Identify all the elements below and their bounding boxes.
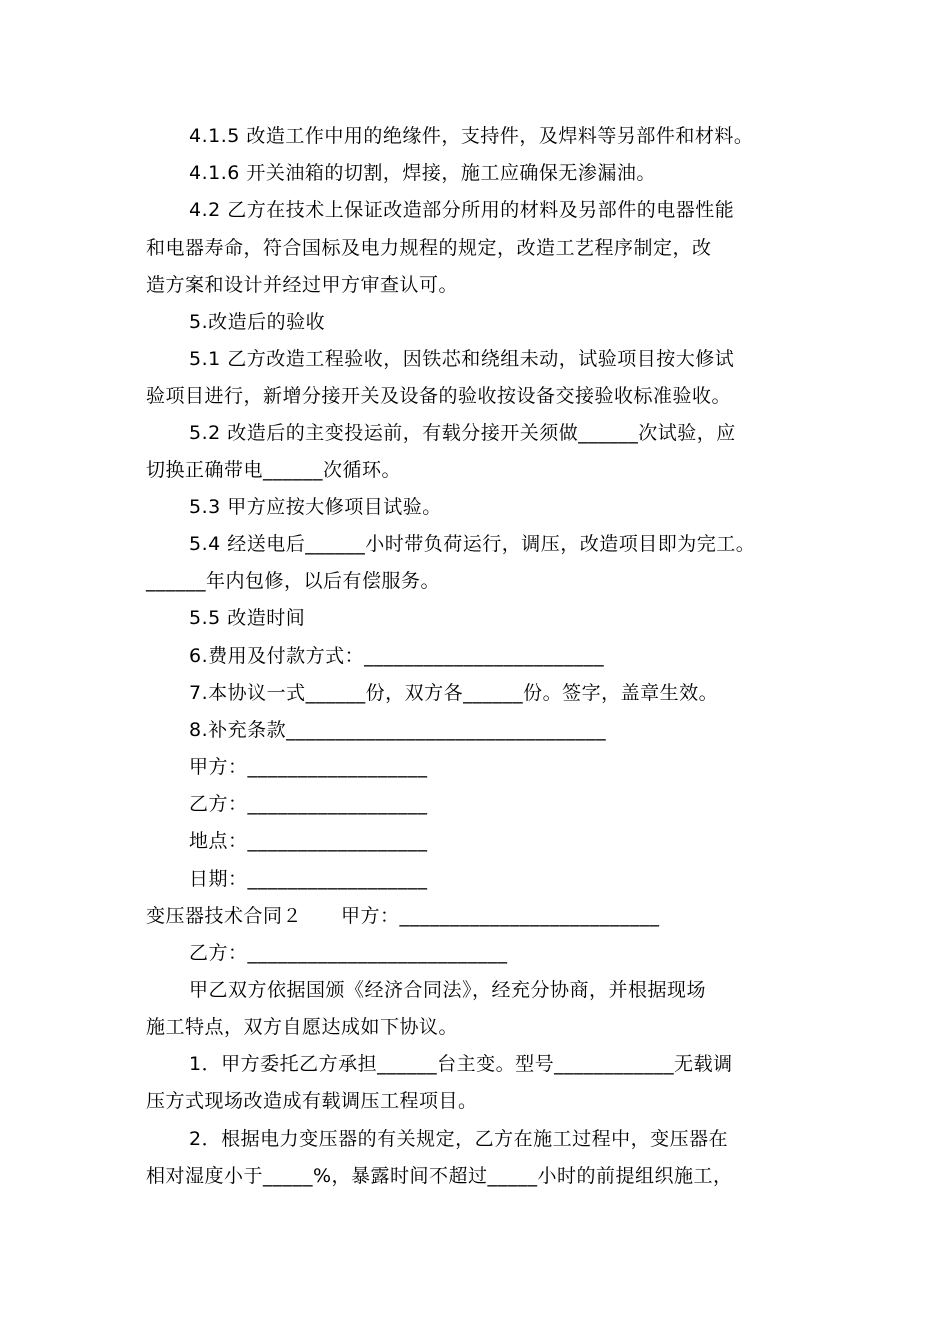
clause-4-2-line-3: 造方案和设计并经过甲方审查认可。 bbox=[146, 274, 459, 296]
clause-4-1-5: 4.1.5 改造工作中用的绝缘件，支持件，及焊料等另部件和材料。 bbox=[189, 125, 754, 147]
clause-5-4-line-2: ______年内包修，以后有偿服务。 bbox=[146, 570, 441, 592]
clause-4-2-line-1: 4.2 乙方在技术上保证改造部分所用的材料及另部件的电器性能 bbox=[189, 199, 735, 221]
clause-5-1-line-1: 5.1 乙方改造工程验收，因铁芯和绕组未动，试验项目按大修试 bbox=[189, 348, 735, 370]
clause-5-1-line-2: 验项目进行，新增分接开关及设备的验收按设备交接验收标准验收。 bbox=[146, 385, 732, 407]
clause-4-1-6: 4.1.6 开关油箱的切割，焊接，施工应确保无渗漏油。 bbox=[189, 162, 656, 184]
contract-2-title: 变压器技术合同２ 甲方：__________________________ bbox=[146, 905, 660, 927]
clause-5-3: 5.3 甲方应按大修项目试验。 bbox=[189, 496, 442, 518]
contract-2-intro-line-2: 施工特点，双方自愿达成如下协议。 bbox=[146, 1016, 459, 1038]
section-5-heading: 5.改造后的验收 bbox=[189, 311, 326, 333]
party-b-signature: 乙方：__________________ bbox=[189, 793, 428, 815]
date-field: 日期：__________________ bbox=[189, 868, 428, 890]
location-field: 地点：__________________ bbox=[189, 830, 428, 852]
contract-2-clause-2-line-1: 2．根据电力变压器的有关规定，乙方在施工过程中，变压器在 bbox=[189, 1128, 729, 1150]
clause-8-supplementary: 8.补充条款________________________________ bbox=[189, 719, 607, 741]
clause-5-2-line-2: 切换正确带电______次循环。 bbox=[146, 459, 402, 481]
clause-5-5: 5.5 改造时间 bbox=[189, 607, 306, 629]
contract-2-clause-1-line-1: 1．甲方委托乙方承担______台主变。型号____________无载调 bbox=[189, 1053, 733, 1075]
clause-7-copies: 7.本协议一式______份，双方各______份。签字，盖章生效。 bbox=[189, 682, 719, 704]
party-a-signature: 甲方：__________________ bbox=[189, 756, 428, 778]
clause-6-payment: 6.费用及付款方式：________________________ bbox=[189, 645, 605, 667]
clause-5-2-line-1: 5.2 改造后的主变投运前，有载分接开关须做______次试验，应 bbox=[189, 422, 736, 444]
contract-2-clause-2-line-2: 相对湿度小于_____%，暴露时间不超过_____小时的前提组织施工， bbox=[146, 1165, 733, 1187]
clause-5-4-line-1: 5.4 经送电后______小时带负荷运行，调压，改造项目即为完工。 bbox=[189, 533, 756, 555]
contract-2-clause-1-line-2: 压方式现场改造成有载调压工程项目。 bbox=[146, 1090, 478, 1112]
contract-2-intro-line-1: 甲乙双方依据国颁《经济合同法》，经充分协商，并根据现场 bbox=[189, 979, 707, 1001]
clause-4-2-line-2: 和电器寿命，符合国标及电力规程的规定，改造工艺程序制定，改 bbox=[146, 237, 712, 259]
contract-2-party-b: 乙方：__________________________ bbox=[189, 942, 508, 964]
